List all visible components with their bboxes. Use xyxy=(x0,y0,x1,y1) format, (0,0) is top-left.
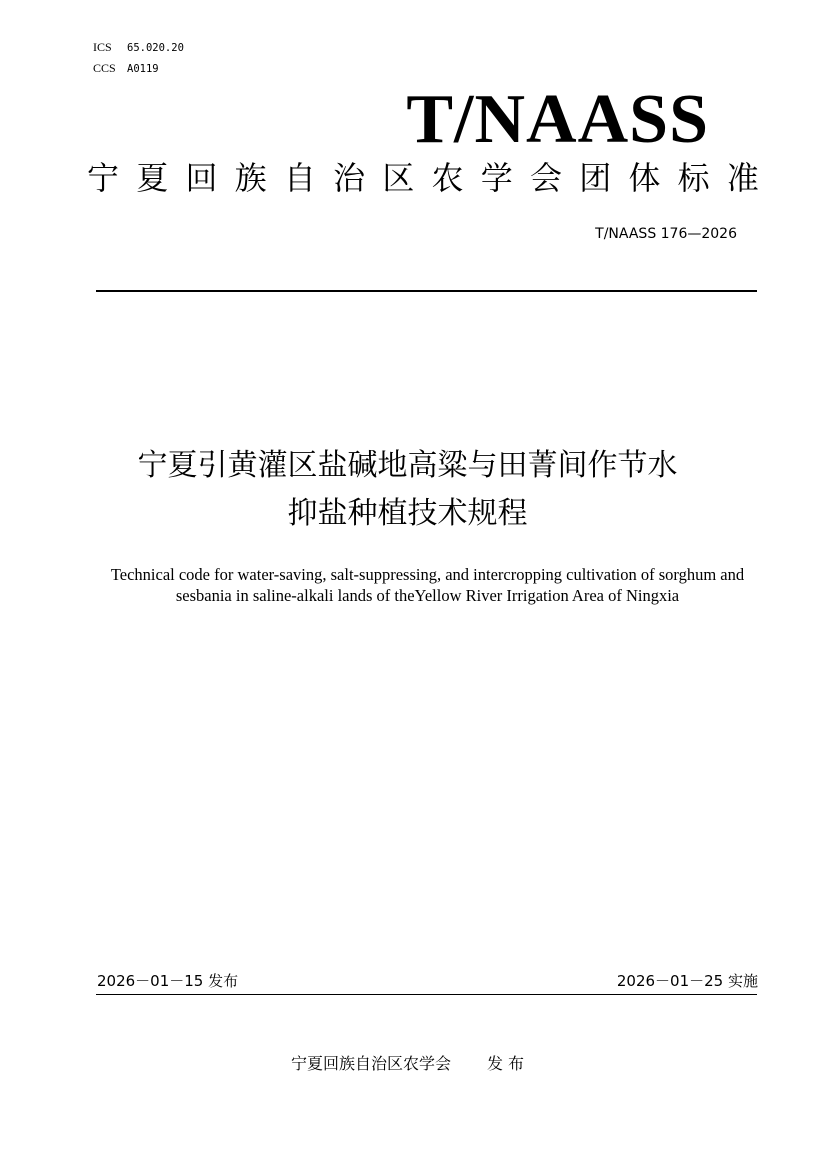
org-title-char: 区 xyxy=(382,159,415,197)
ccs-value: A0119 xyxy=(127,63,159,75)
org-title-char: 族 xyxy=(234,159,267,197)
org-title-char: 团 xyxy=(579,159,612,197)
implementation-date: 2026－01－25 实施 xyxy=(616,972,758,990)
org-title-char: 宁 xyxy=(87,159,120,197)
top-divider xyxy=(96,290,757,292)
ics-code xyxy=(93,40,184,55)
publisher-org: 宁夏回族自治区农学会 xyxy=(290,1054,451,1073)
issue-date: 2026－01－15 发布 xyxy=(97,972,239,990)
english-title: Technical code for water-saving, salt-suppressing, and intercropping cultivation of sorghum and sesbania in saline-alkali lands of theYellow River Irrigation Area of Ningxia xyxy=(110,565,745,605)
ccs-code xyxy=(93,61,159,76)
org-title-char: 自 xyxy=(283,159,316,197)
organization-standard-title xyxy=(87,156,759,200)
standard-number: T/NAASS 176—2026 xyxy=(595,226,737,242)
bottom-divider xyxy=(96,994,757,995)
ics-value: 65.020.20 xyxy=(127,42,184,54)
org-title-char: 学 xyxy=(480,159,513,197)
chinese-title-line-1: 宁夏引黄灌区盐碱地高粱与田菁间作节水 xyxy=(137,448,678,483)
org-title-char: 体 xyxy=(628,159,661,197)
org-title-char: 标 xyxy=(677,159,710,197)
ics-label: ICS xyxy=(93,40,112,54)
chinese-title-line-2: 抑盐种植技术规程 xyxy=(287,496,528,531)
org-title-char: 回 xyxy=(185,159,218,197)
publisher-action: 发 布 xyxy=(486,1054,525,1073)
org-title-char: 准 xyxy=(726,159,759,197)
standard-logo: T/NAASS xyxy=(406,81,709,158)
org-title-char: 夏 xyxy=(136,159,169,197)
ccs-label: CCS xyxy=(93,61,116,75)
org-title-char: 农 xyxy=(431,159,464,197)
org-title-char: 会 xyxy=(529,159,562,197)
org-title-char: 治 xyxy=(333,159,366,197)
publisher-line xyxy=(0,1053,815,1075)
chinese-title xyxy=(60,442,755,538)
